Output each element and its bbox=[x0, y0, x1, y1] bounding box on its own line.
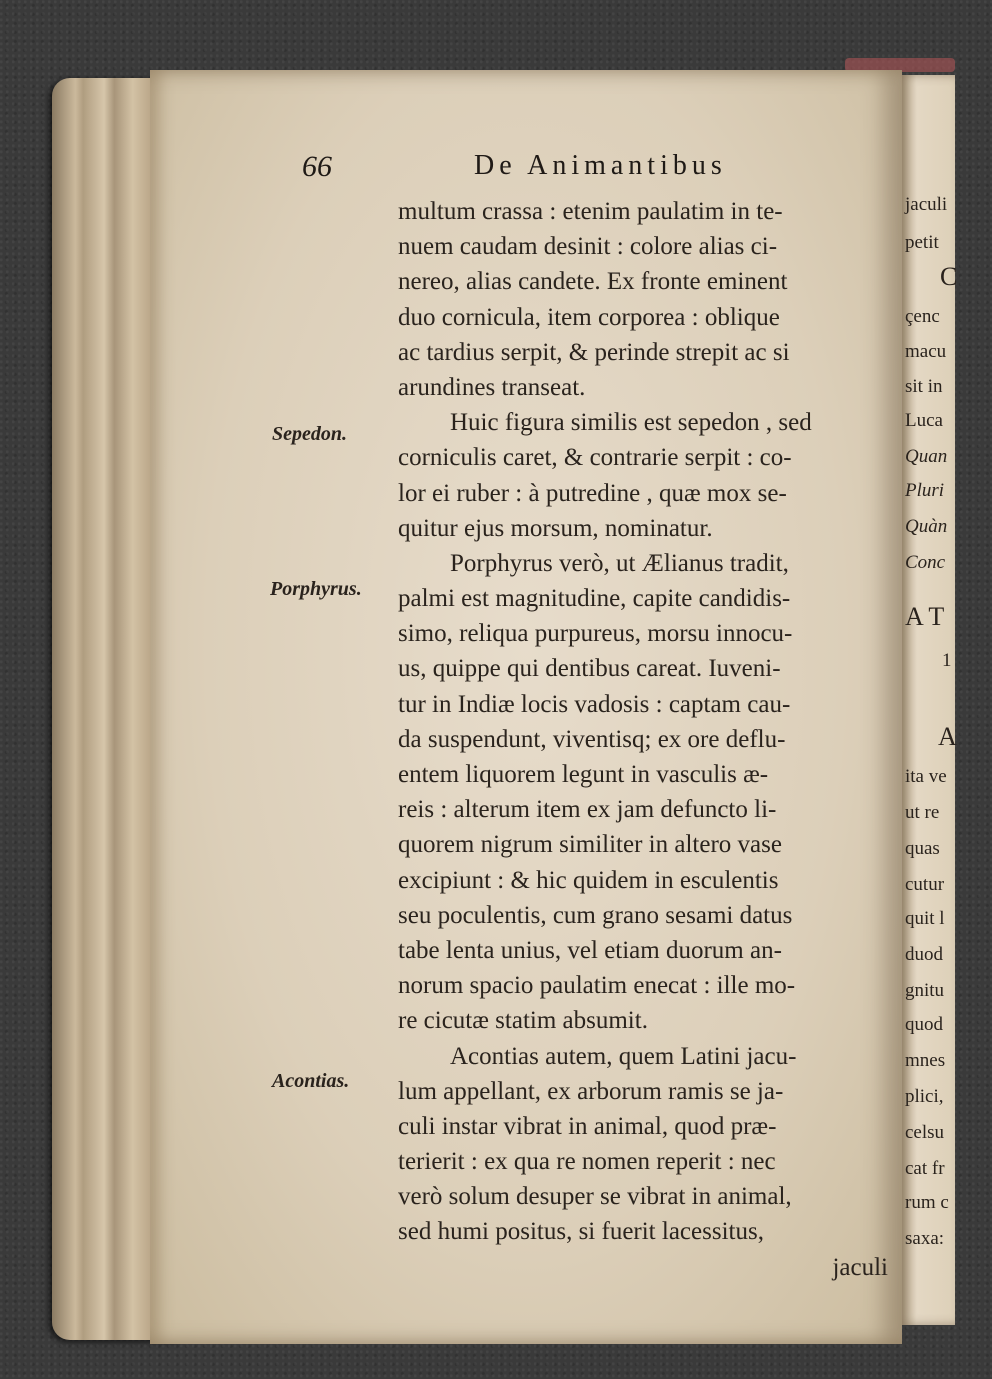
right-page-fragment: Luca bbox=[905, 410, 943, 431]
catchword: jaculi bbox=[832, 1253, 888, 1281]
right-page-fragment: quod bbox=[905, 1014, 943, 1035]
right-page-fragment: 1 bbox=[942, 650, 952, 671]
right-page-fragment: rum c bbox=[905, 1192, 949, 1213]
text-line: re cicutæ statim absumit. bbox=[398, 1007, 648, 1035]
right-page-fragment: jaculi bbox=[905, 194, 948, 215]
text-line: corniculis caret, & contrarie serpit : co- bbox=[398, 444, 792, 472]
text-line: norum spacio paulatim enecat : ille mo- bbox=[398, 972, 796, 1000]
right-page-fragment: ita ve bbox=[905, 766, 947, 787]
right-page-fragment: petit bbox=[905, 232, 939, 253]
right-page-fragment: plici, bbox=[905, 1086, 944, 1107]
text-line: multum crassa : etenim paulatim in te- bbox=[398, 198, 783, 225]
text-line: Porphyrus verò, ut Ælianus tradit, bbox=[450, 549, 789, 577]
right-page-fragment: sit in bbox=[905, 376, 943, 397]
text-line: tabe lenta unius, vel etiam duorum an- bbox=[398, 936, 782, 964]
text-line: verò solum desuper se vibrat in animal, bbox=[398, 1183, 792, 1211]
text-line: quitur ejus morsum, nominatur. bbox=[398, 514, 713, 542]
right-page-fragment: Quan bbox=[905, 446, 948, 467]
right-page-fragment: cutur bbox=[905, 874, 945, 895]
right-page-fragment: saxa: bbox=[905, 1228, 945, 1249]
text-line: excipiunt : & hic quidem in esculentis bbox=[398, 866, 779, 894]
marginal-note-acontias: Acontias. bbox=[272, 1070, 350, 1092]
right-page-fragment: celsu bbox=[905, 1122, 945, 1143]
text-line: seu poculentis, cum grano sesami datus bbox=[398, 901, 793, 929]
text-line: ac tardius serpit, & perinde strepit ac si bbox=[398, 338, 790, 366]
marginal-note-porphyrus: Porphyrus. bbox=[270, 578, 362, 600]
text-line: da suspendunt, viventisq; ex ore deflu- bbox=[398, 725, 786, 753]
right-page-fragment: quas bbox=[905, 838, 940, 859]
text-line: lor ei ruber : à putredine , quæ mox se- bbox=[398, 479, 787, 507]
text-line: nuem caudam desinit : colore alias ci- bbox=[398, 233, 778, 261]
text-line: simo, reliqua purpureus, morsu innocu- bbox=[398, 620, 793, 648]
text-line: lum appellant, ex arborum ramis se ja- bbox=[398, 1077, 784, 1105]
page-number: 66 bbox=[302, 150, 332, 183]
text-line: duo cornicula, item corporea : oblique bbox=[398, 303, 780, 331]
text-line: Huic figura similis est sepedon , sed bbox=[450, 409, 812, 437]
right-page-fragment: macu bbox=[905, 341, 947, 362]
right-page-fragment: çenc bbox=[905, 306, 940, 327]
text-line: quorem nigrum similiter in altero vase bbox=[398, 831, 782, 859]
running-head: De Animantibus bbox=[474, 150, 727, 181]
text-line: nereo, alias candete. Ex fronte eminent bbox=[398, 268, 788, 296]
right-page-fragment: A bbox=[938, 722, 957, 751]
marginal-note-sepedon: Sepedon. bbox=[272, 423, 347, 445]
right-page-fragment: C bbox=[940, 262, 958, 291]
right-page-fragment: Quàn bbox=[905, 516, 948, 537]
right-page-fragment: duod bbox=[905, 944, 943, 965]
text-line: Acontias autem, quem Latini jacu- bbox=[450, 1042, 797, 1070]
right-page-fragment: quit l bbox=[905, 908, 945, 929]
right-page-fragment: Pluri bbox=[905, 480, 945, 501]
text-line: culi instar vibrat in animal, quod præ- bbox=[398, 1112, 777, 1140]
text-line: palmi est magnitudine, capite candidis- bbox=[398, 585, 791, 613]
text-line: sed humi positus, si fuerit lacessitus, bbox=[398, 1218, 764, 1246]
right-page-fragment: cat fr bbox=[905, 1158, 945, 1179]
right-page-fragment: mnes bbox=[905, 1050, 946, 1071]
text-line: reis : alterum item ex jam defuncto li- bbox=[398, 796, 777, 824]
text-line: terierit : ex qua re nomen reperit : nec bbox=[398, 1148, 776, 1176]
text-line: entem liquorem legunt in vasculis æ- bbox=[398, 761, 769, 788]
right-page-fragment: Conc bbox=[905, 552, 946, 573]
right-page-fragment: gnitu bbox=[905, 980, 945, 1001]
text-line: arundines transeat. bbox=[398, 373, 586, 401]
page-header bbox=[0, 150, 955, 190]
main-text-block bbox=[398, 194, 888, 1285]
right-page-fragment: A T bbox=[905, 602, 945, 631]
right-page-fragment: ut re bbox=[905, 802, 940, 823]
text-line: tur in Indiæ locis vadosis : captam cau- bbox=[398, 690, 791, 718]
text-line: us, quippe qui dentibus careat. Iuveni- bbox=[398, 655, 781, 683]
